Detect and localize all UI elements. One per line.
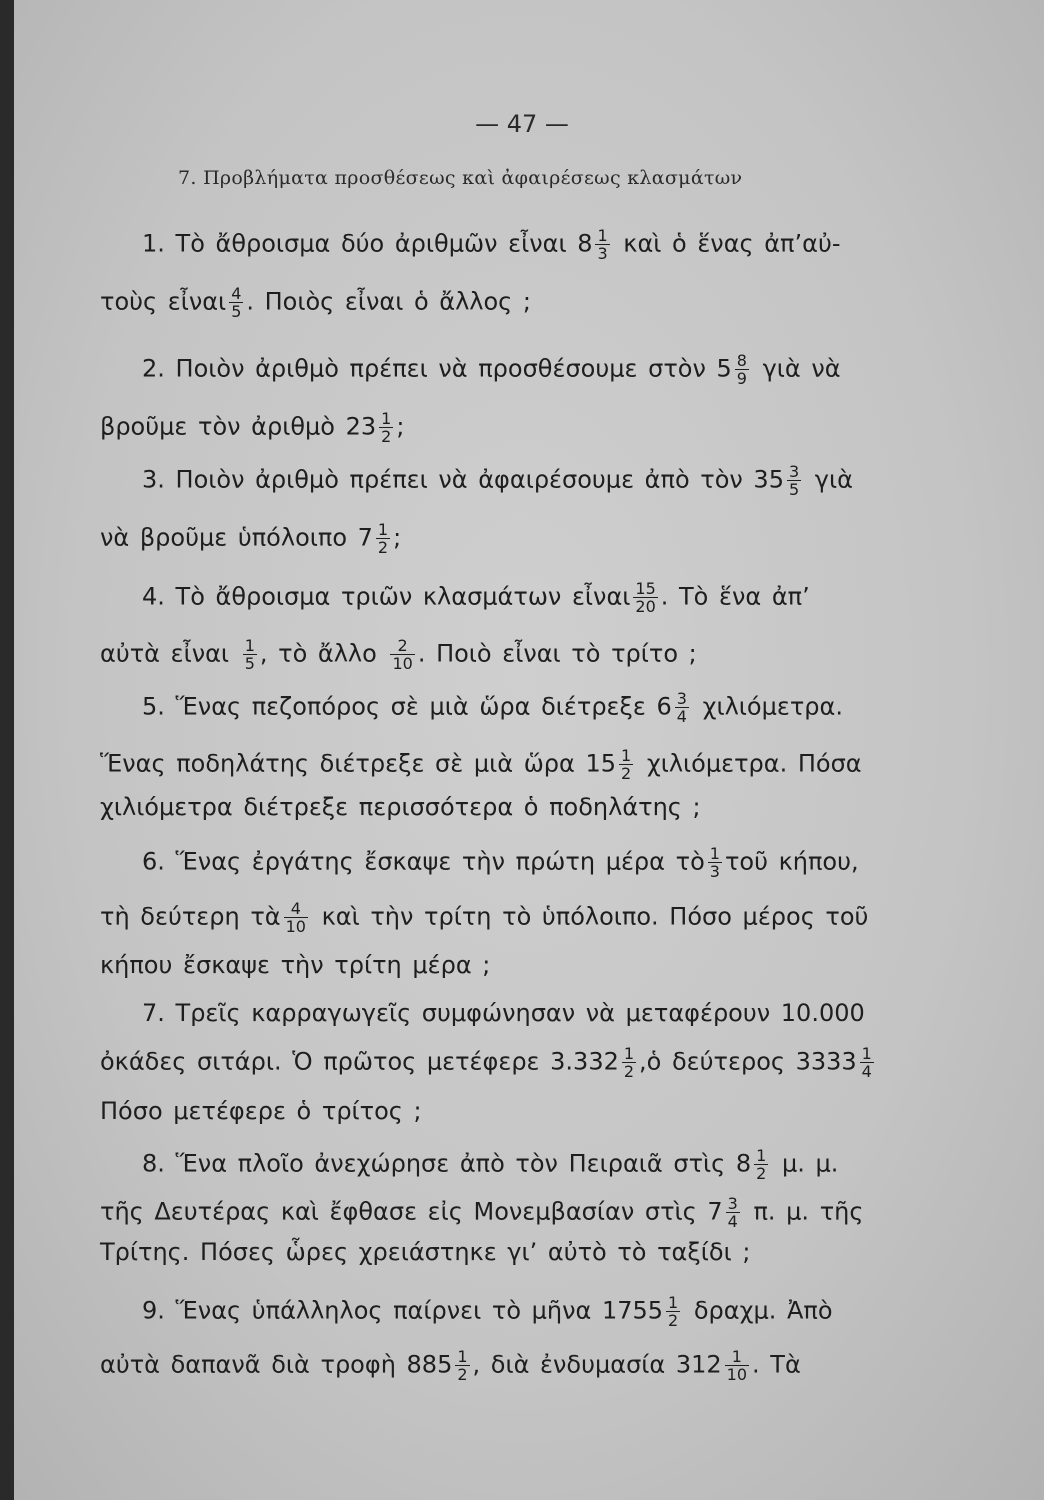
fraction: $\frac{1}{2}$	[381, 409, 392, 446]
fraction: $\frac{1}{4}$	[861, 1044, 872, 1081]
problem-7-line-3: Πόσο μετέφερε ὁ τρίτος ;	[100, 1097, 422, 1125]
problem-8-line-1: 8. Ἕνα πλοῖο ἀνεχώρησε ἀπὸ τὸν Πειραιᾶ στὶς 8 $\frac{1}{2}$ μ. μ.	[142, 1146, 839, 1183]
problem-6-line-3: κήπου ἔσκαψε τὴν τρίτη μέρα ;	[100, 951, 491, 979]
fraction: $\frac{15}{20}$	[635, 579, 656, 616]
problem-7-line-2: ὀκάδες σιτάρι. Ὁ πρῶτος μετέφερε 3.332 $\frac{1}{2}$ ,ὁ δεύτερος 3333 $\frac{1}{4}$	[100, 1044, 872, 1081]
problem-1-line-2: τοὺς εἶναι $\frac{4}{5}$ . Ποιὸς εἶναι ὁ ἄλλος ;	[100, 284, 531, 321]
problem-6-line-1: 6. Ἕνας ἐργάτης ἔσκαψε τὴν πρώτη μέρα τὸ $\frac{1}{3}$ τοῦ κήπου,	[142, 844, 859, 881]
fraction: $\frac{3}{4}$	[727, 1194, 738, 1231]
section-title: 7. Προβλήματα προσθέσεως καὶ ἀφαιρέσεως κλασμάτων	[178, 167, 743, 189]
problem-2-line-2: βροῦμε τὸν ἀριθμὸ 23 $\frac{1}{2}$ ;	[100, 409, 405, 446]
fraction: $\frac{2}{10}$	[392, 636, 413, 673]
fraction: $\frac{1}{3}$	[597, 226, 608, 263]
problem-3-line-2: νὰ βροῦμε ὑπόλοιπο 7 $\frac{1}{2}$ ;	[100, 520, 402, 557]
problem-4-line-2: αὐτὰ εἶναι $\frac{1}{5}$ , τὸ ἄλλο $\frac{2}{10}$ . Ποιὸ εἶναι τὸ τρίτο ;	[100, 636, 697, 673]
fraction: $\frac{1}{2}$	[623, 1044, 635, 1081]
problem-3-line-1: 3. Ποιὸν ἀριθμὸ πρέπει νὰ ἀφαιρέσουμε ἀπὸ τὸν 35 $\frac{3}{5}$ γιὰ	[142, 462, 853, 499]
fraction: $\frac{1}{3}$	[709, 844, 720, 881]
problem-2-line-1: 2. Ποιὸν ἀριθμὸ πρέπει νὰ προσθέσουμε στὸν 5 $\frac{8}{9}$ γιὰ νὰ	[142, 351, 841, 388]
fraction: $\frac{4}{5}$	[231, 284, 242, 321]
problem-5-line-2: Ἕνας ποδηλάτης διέτρεξε σὲ μιὰ ὥρα 15 $\frac{1}{2}$ χιλιόμετρα. Πόσα	[100, 746, 862, 783]
problem-7-line-1: 7. Τρεῖς καρραγωγεῖς συμφώνησαν νὰ μεταφέρουν 10.000	[142, 999, 865, 1027]
problem-9-line-1: 9. Ἕνας ὑπάλληλος παίρνει τὸ μῆνα 1755 $\frac{1}{2}$ δραχμ. Ἀπὸ	[142, 1293, 833, 1330]
fraction: $\frac{1}{2}$	[621, 746, 632, 783]
problem-9-line-2: αὐτὰ δαπανᾶ διὰ τροφὴ 885 $\frac{1}{2}$ , διὰ ἐνδυμασία 312 $\frac{1}{10}$ . Τὰ	[100, 1347, 801, 1384]
fraction: $\frac{3}{4}$	[676, 689, 687, 726]
fraction: $\frac{3}{5}$	[788, 462, 800, 499]
problem-1-line-1: 1. Τὸ ἄθροισμα δύο ἀριθμῶν εἶναι 8 $\frac{1}{3}$ καὶ ὁ ἕνας ἀπ’αὐ-	[142, 226, 841, 263]
fraction: $\frac{1}{5}$	[244, 636, 255, 673]
fraction: $\frac{4}{10}$	[285, 899, 306, 936]
problem-5-line-3: χιλιόμετρα διέτρεξε περισσότερα ὁ ποδηλάτης ;	[100, 793, 701, 821]
problem-8-line-2: τῆς Δευτέρας καὶ ἔφθασε εἰς Μονεμβασίαν στὶς 7 $\frac{3}{4}$ π. μ. τῆς	[100, 1194, 864, 1231]
fraction: $\frac{1}{10}$	[726, 1347, 748, 1384]
problem-6-line-2: τὴ δεύτερη τὰ $\frac{4}{10}$ καὶ τὴν τρίτη τὸ ὑπόλοιπο. Πόσο μέρος τοῦ	[100, 899, 869, 936]
fraction: $\frac{1}{2}$	[377, 520, 389, 557]
fraction: $\frac{1}{2}$	[457, 1347, 468, 1384]
problem-5-line-1: 5. Ἕνας πεζοπόρος σὲ μιὰ ὥρα διέτρεξε 6 $\frac{3}{4}$ χιλιόμετρα.	[142, 689, 843, 726]
page-number: — 47 —	[475, 110, 569, 138]
problem-8-line-3: Τρίτης. Πόσες ὧρες χρειάστηκε γι’ αὐτὸ τὸ ταξίδι ;	[100, 1238, 751, 1266]
fraction: $\frac{1}{2}$	[756, 1146, 767, 1183]
fraction: $\frac{1}{2}$	[668, 1293, 679, 1330]
fraction: $\frac{8}{9}$	[736, 351, 747, 388]
page-edge-shadow	[0, 0, 14, 1500]
problem-4-line-1: 4. Τὸ ἄθροισμα τριῶν κλασμάτων εἶναι $\frac{15}{20}$ . Τὸ ἕνα ἀπ’	[142, 579, 810, 616]
